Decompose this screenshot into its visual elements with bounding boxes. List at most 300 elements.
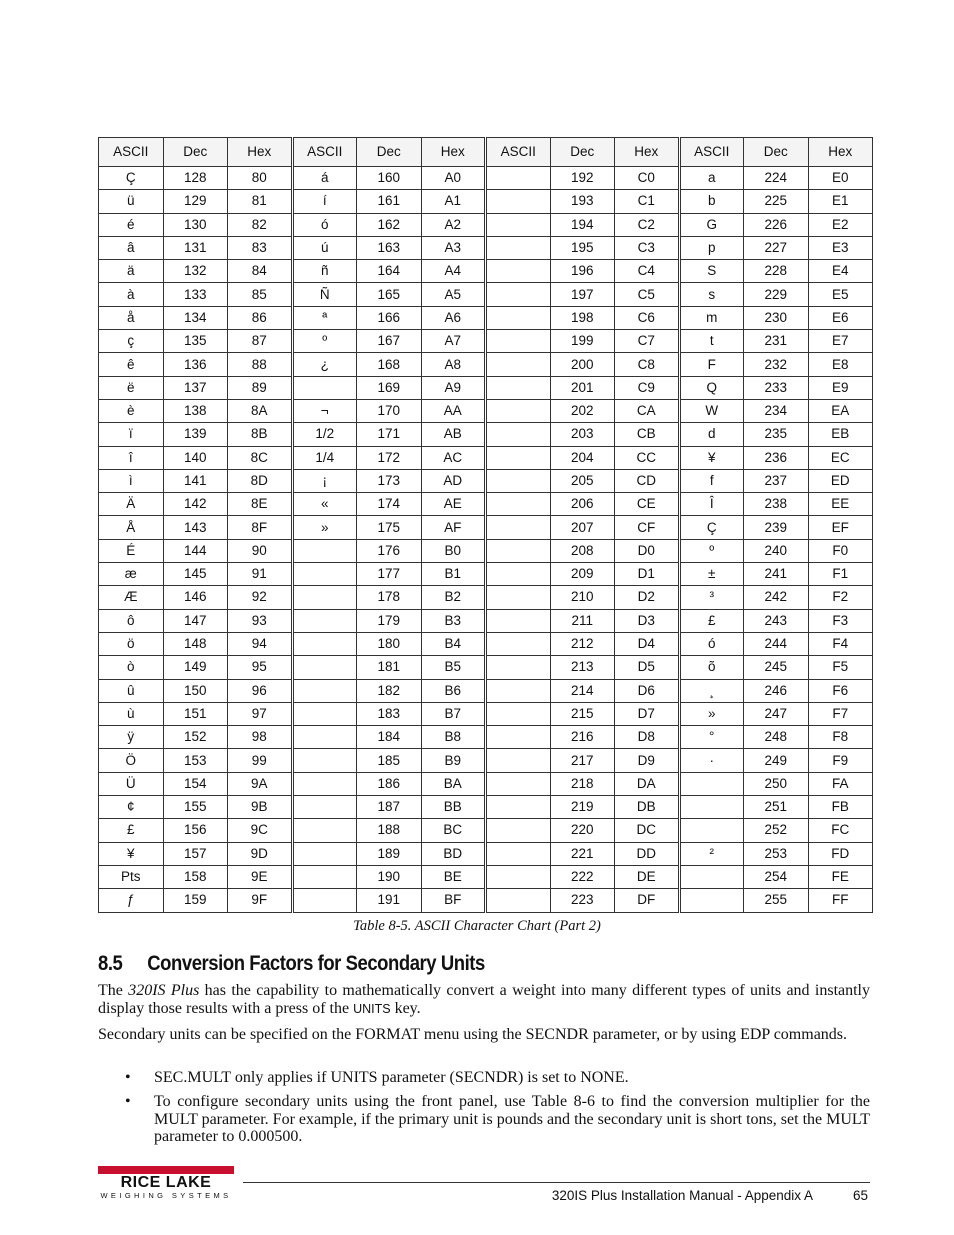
table-cell: 83 xyxy=(228,236,293,259)
table-cell: 9F xyxy=(228,889,293,912)
table-cell xyxy=(292,563,357,586)
table-cell: 198 xyxy=(550,306,615,329)
table-row xyxy=(99,679,873,702)
table-cell: Ü xyxy=(99,772,164,795)
table-cell: ù xyxy=(99,702,164,725)
table-cell: » xyxy=(679,702,744,725)
table-cell: t xyxy=(679,330,744,353)
table-cell: 9B xyxy=(228,796,293,819)
table-cell: C7 xyxy=(615,330,680,353)
table-cell xyxy=(292,586,357,609)
table-cell: D0 xyxy=(615,539,680,562)
table-cell: 213 xyxy=(550,656,615,679)
table-cell: 8B xyxy=(228,423,293,446)
table-cell: CF xyxy=(615,516,680,539)
table-cell: 190 xyxy=(357,865,422,888)
table-cell: p xyxy=(679,236,744,259)
table-cell: F9 xyxy=(808,749,873,772)
table-cell: 143 xyxy=(163,516,228,539)
table-cell: 135 xyxy=(163,330,228,353)
table-cell xyxy=(292,609,357,632)
table-cell: 207 xyxy=(550,516,615,539)
table-cell: B1 xyxy=(421,563,486,586)
table-cell xyxy=(486,376,551,399)
table-cell: 234 xyxy=(744,399,809,422)
table-cell: E9 xyxy=(808,376,873,399)
table-cell: 185 xyxy=(357,749,422,772)
column-header: Hex xyxy=(228,138,293,167)
table-cell: EE xyxy=(808,493,873,516)
table-cell: B5 xyxy=(421,656,486,679)
table-cell: 129 xyxy=(163,190,228,213)
table-cell: 222 xyxy=(550,865,615,888)
table-cell: 227 xyxy=(744,236,809,259)
table-cell: 229 xyxy=(744,283,809,306)
table-cell xyxy=(292,679,357,702)
table-cell: D4 xyxy=(615,632,680,655)
table-row xyxy=(99,586,873,609)
table-cell: 153 xyxy=(163,749,228,772)
table-row xyxy=(99,796,873,819)
table-cell xyxy=(679,865,744,888)
table-cell xyxy=(486,236,551,259)
table-cell: 9C xyxy=(228,819,293,842)
table-cell: m xyxy=(679,306,744,329)
table-cell: 193 xyxy=(550,190,615,213)
table-cell: ä xyxy=(99,260,164,283)
table-cell: DF xyxy=(615,889,680,912)
table-cell: 96 xyxy=(228,679,293,702)
table-cell: Æ xyxy=(99,586,164,609)
table-cell: ³ xyxy=(679,586,744,609)
table-cell: è xyxy=(99,399,164,422)
table-cell xyxy=(486,726,551,749)
table-cell: 187 xyxy=(357,796,422,819)
table-cell: 248 xyxy=(744,726,809,749)
table-cell: 191 xyxy=(357,889,422,912)
table-cell: 134 xyxy=(163,306,228,329)
table-cell: E1 xyxy=(808,190,873,213)
table-cell: 132 xyxy=(163,260,228,283)
table-cell: á xyxy=(292,167,357,190)
table-cell: W xyxy=(679,399,744,422)
table-cell: 165 xyxy=(357,283,422,306)
table-cell: D2 xyxy=(615,586,680,609)
table-cell: £ xyxy=(679,609,744,632)
table-cell: 144 xyxy=(163,539,228,562)
table-cell xyxy=(486,423,551,446)
table-row xyxy=(99,516,873,539)
table-cell: 232 xyxy=(744,353,809,376)
bullet-item xyxy=(125,1069,870,1087)
table-cell: 177 xyxy=(357,563,422,586)
table-cell: 175 xyxy=(357,516,422,539)
column-header: ASCII xyxy=(292,138,357,167)
table-cell: 159 xyxy=(163,889,228,912)
table-cell: a xyxy=(679,167,744,190)
table-cell: 158 xyxy=(163,865,228,888)
table-cell: C4 xyxy=(615,260,680,283)
table-cell xyxy=(292,539,357,562)
table-cell: 148 xyxy=(163,632,228,655)
table-cell: f xyxy=(679,469,744,492)
table-cell: E5 xyxy=(808,283,873,306)
table-cell: 154 xyxy=(163,772,228,795)
table-cell: ¥ xyxy=(99,842,164,865)
table-cell: F4 xyxy=(808,632,873,655)
table-cell: 218 xyxy=(550,772,615,795)
table-cell: 130 xyxy=(163,213,228,236)
table-cell xyxy=(292,632,357,655)
table-cell xyxy=(486,260,551,283)
table-cell: 233 xyxy=(744,376,809,399)
table-cell: C1 xyxy=(615,190,680,213)
table-cell: 255 xyxy=(744,889,809,912)
table-cell xyxy=(486,609,551,632)
table-cell: 8E xyxy=(228,493,293,516)
table-cell: 99 xyxy=(228,749,293,772)
table-cell: º xyxy=(292,330,357,353)
table-cell: F8 xyxy=(808,726,873,749)
table-row xyxy=(99,423,873,446)
table-cell: 169 xyxy=(357,376,422,399)
table-cell: 162 xyxy=(357,213,422,236)
table-cell: 8D xyxy=(228,469,293,492)
table-cell xyxy=(486,842,551,865)
table-cell: ò xyxy=(99,656,164,679)
table-body xyxy=(99,167,873,913)
column-header: Dec xyxy=(357,138,422,167)
table-cell: 231 xyxy=(744,330,809,353)
table-cell: õ xyxy=(679,656,744,679)
table-cell: 98 xyxy=(228,726,293,749)
table-cell xyxy=(292,749,357,772)
table-cell: ¡ xyxy=(292,469,357,492)
table-cell: · xyxy=(679,749,744,772)
table-row xyxy=(99,469,873,492)
table-row xyxy=(99,842,873,865)
table-cell: A3 xyxy=(421,236,486,259)
table-cell: 240 xyxy=(744,539,809,562)
table-row xyxy=(99,656,873,679)
table-cell: 164 xyxy=(357,260,422,283)
table-cell xyxy=(486,656,551,679)
table-cell: CC xyxy=(615,446,680,469)
table-cell: EA xyxy=(808,399,873,422)
table-cell xyxy=(486,679,551,702)
table-cell: DA xyxy=(615,772,680,795)
table-cell: A4 xyxy=(421,260,486,283)
table-cell: 253 xyxy=(744,842,809,865)
table-cell xyxy=(486,306,551,329)
table-cell: 225 xyxy=(744,190,809,213)
table-cell: 183 xyxy=(357,702,422,725)
table-cell: 236 xyxy=(744,446,809,469)
table-cell: 1/4 xyxy=(292,446,357,469)
table-header-row xyxy=(99,138,873,167)
table-cell xyxy=(292,865,357,888)
logo-wordmark: RICE LAKE xyxy=(120,1174,212,1191)
table-cell: £ xyxy=(99,819,164,842)
table-cell: C6 xyxy=(615,306,680,329)
table-row xyxy=(99,213,873,236)
table-cell: 131 xyxy=(163,236,228,259)
column-header: Hex xyxy=(808,138,873,167)
table-cell: 84 xyxy=(228,260,293,283)
table-cell xyxy=(292,889,357,912)
table-cell: 86 xyxy=(228,306,293,329)
table-cell: ° xyxy=(679,726,744,749)
table-cell: Q xyxy=(679,376,744,399)
table-cell: 139 xyxy=(163,423,228,446)
table-cell: EC xyxy=(808,446,873,469)
table-cell: 252 xyxy=(744,819,809,842)
table-cell: A7 xyxy=(421,330,486,353)
table-cell xyxy=(679,796,744,819)
table-cell xyxy=(292,819,357,842)
table-cell xyxy=(486,796,551,819)
table-cell: ¿ xyxy=(292,353,357,376)
table-cell: ¥ xyxy=(679,446,744,469)
table-cell: 243 xyxy=(744,609,809,632)
table-cell: 219 xyxy=(550,796,615,819)
table-cell: C0 xyxy=(615,167,680,190)
table-cell: 9A xyxy=(228,772,293,795)
table-cell xyxy=(292,656,357,679)
table-cell: ED xyxy=(808,469,873,492)
table-cell: 171 xyxy=(357,423,422,446)
table-cell: 173 xyxy=(357,469,422,492)
table-cell: Å xyxy=(99,516,164,539)
table-cell: 249 xyxy=(744,749,809,772)
bullet-item xyxy=(125,1093,870,1146)
table-cell: 137 xyxy=(163,376,228,399)
column-header: Dec xyxy=(163,138,228,167)
table-cell xyxy=(292,772,357,795)
table-cell: DE xyxy=(615,865,680,888)
table-row xyxy=(99,190,873,213)
intro-paragraph xyxy=(98,982,870,1018)
table-cell xyxy=(292,796,357,819)
column-header: ASCII xyxy=(679,138,744,167)
table-cell: FB xyxy=(808,796,873,819)
table-cell xyxy=(486,749,551,772)
table-cell: E7 xyxy=(808,330,873,353)
table-cell xyxy=(486,632,551,655)
table-cell: 237 xyxy=(744,469,809,492)
table-cell: B3 xyxy=(421,609,486,632)
table-row xyxy=(99,399,873,422)
table-cell xyxy=(486,516,551,539)
table-cell: 215 xyxy=(550,702,615,725)
bullet-marker: • xyxy=(125,1069,131,1086)
table-cell: 196 xyxy=(550,260,615,283)
table-cell: 178 xyxy=(357,586,422,609)
table-cell: 147 xyxy=(163,609,228,632)
table-cell: C5 xyxy=(615,283,680,306)
table-cell: 88 xyxy=(228,353,293,376)
table-cell: 149 xyxy=(163,656,228,679)
table-cell: 155 xyxy=(163,796,228,819)
table-cell: ƒ xyxy=(99,889,164,912)
page-number: 65 xyxy=(852,1188,868,1203)
table-cell: ü xyxy=(99,190,164,213)
table-cell: 212 xyxy=(550,632,615,655)
table-cell: É xyxy=(99,539,164,562)
table-cell: 142 xyxy=(163,493,228,516)
table-cell: ó xyxy=(679,632,744,655)
table-cell: ô xyxy=(99,609,164,632)
table-cell: 90 xyxy=(228,539,293,562)
table-cell: D1 xyxy=(615,563,680,586)
ascii-character-table xyxy=(98,137,873,913)
table-cell: E3 xyxy=(808,236,873,259)
table-row xyxy=(99,609,873,632)
table-cell xyxy=(486,702,551,725)
table-cell: Î xyxy=(679,493,744,516)
table-row xyxy=(99,819,873,842)
table-cell: 239 xyxy=(744,516,809,539)
table-cell: A6 xyxy=(421,306,486,329)
table-cell: Pts xyxy=(99,865,164,888)
table-cell: 194 xyxy=(550,213,615,236)
table-cell: 94 xyxy=(228,632,293,655)
table-cell: 145 xyxy=(163,563,228,586)
table-cell xyxy=(486,586,551,609)
table-cell: 8A xyxy=(228,399,293,422)
table-cell: 166 xyxy=(357,306,422,329)
table-cell: 174 xyxy=(357,493,422,516)
table-caption: Table 8-5. ASCII Character Chart (Part 2) xyxy=(353,918,601,934)
table-cell: 197 xyxy=(550,283,615,306)
table-cell: 161 xyxy=(357,190,422,213)
table-cell: 9D xyxy=(228,842,293,865)
table-cell: Ö xyxy=(99,749,164,772)
table-cell: s xyxy=(679,283,744,306)
table-cell: à xyxy=(99,283,164,306)
table-cell: AD xyxy=(421,469,486,492)
table-cell: 156 xyxy=(163,819,228,842)
section-number: 8.5 xyxy=(98,952,123,975)
table-cell: BA xyxy=(421,772,486,795)
table-cell: D3 xyxy=(615,609,680,632)
table-cell: D9 xyxy=(615,749,680,772)
table-cell: 221 xyxy=(550,842,615,865)
column-header: ASCII xyxy=(486,138,551,167)
table-cell: AA xyxy=(421,399,486,422)
table-cell: CE xyxy=(615,493,680,516)
table-cell: 182 xyxy=(357,679,422,702)
table-cell: 138 xyxy=(163,399,228,422)
table-row xyxy=(99,330,873,353)
table-cell: 210 xyxy=(550,586,615,609)
table-cell xyxy=(486,399,551,422)
table-row xyxy=(99,446,873,469)
table-row xyxy=(99,865,873,888)
table-cell: 140 xyxy=(163,446,228,469)
product-name: 320IS Plus xyxy=(128,982,200,999)
table-cell xyxy=(486,283,551,306)
table-cell xyxy=(486,493,551,516)
table-cell: 163 xyxy=(357,236,422,259)
column-header: Hex xyxy=(615,138,680,167)
table-cell: B0 xyxy=(421,539,486,562)
table-cell xyxy=(486,469,551,492)
table-cell: 167 xyxy=(357,330,422,353)
bullet-text: To configure secondary units using the front panel, use Table 8-6 to find the conversion multiplier for the MULT parameter. For example, if the primary unit is pounds and the secondary unit is short tons, set the MULT parameter to 0.000500. xyxy=(154,1093,870,1145)
table-cell: DD xyxy=(615,842,680,865)
table-cell xyxy=(679,819,744,842)
table-cell: CB xyxy=(615,423,680,446)
table-cell: 195 xyxy=(550,236,615,259)
table-cell: B4 xyxy=(421,632,486,655)
table-cell: 146 xyxy=(163,586,228,609)
table-cell: A2 xyxy=(421,213,486,236)
table-cell: 199 xyxy=(550,330,615,353)
table-cell: F1 xyxy=(808,563,873,586)
table-cell xyxy=(679,772,744,795)
table-cell xyxy=(486,353,551,376)
table-cell: æ xyxy=(99,563,164,586)
table-cell: 85 xyxy=(228,283,293,306)
table-cell: FE xyxy=(808,865,873,888)
section-title: Conversion Factors for Secondary Units xyxy=(147,952,485,975)
table-cell: 181 xyxy=(357,656,422,679)
table-cell: F3 xyxy=(808,609,873,632)
table-cell: AE xyxy=(421,493,486,516)
table-row xyxy=(99,749,873,772)
table-cell: 9E xyxy=(228,865,293,888)
table-cell: 136 xyxy=(163,353,228,376)
table-cell: 189 xyxy=(357,842,422,865)
table-cell: d xyxy=(679,423,744,446)
table-cell: 8C xyxy=(228,446,293,469)
table-row xyxy=(99,236,873,259)
table-row xyxy=(99,493,873,516)
table-cell: 128 xyxy=(163,167,228,190)
table-cell: 217 xyxy=(550,749,615,772)
table-cell: 92 xyxy=(228,586,293,609)
table-cell: FA xyxy=(808,772,873,795)
table-cell: 91 xyxy=(228,563,293,586)
table-cell: B9 xyxy=(421,749,486,772)
table-cell: º xyxy=(679,539,744,562)
table-cell xyxy=(486,889,551,912)
table-cell: D5 xyxy=(615,656,680,679)
table-cell: E2 xyxy=(808,213,873,236)
table-cell: ë xyxy=(99,376,164,399)
footer-rule xyxy=(243,1182,870,1183)
table-cell: ï xyxy=(99,423,164,446)
table-row xyxy=(99,353,873,376)
table-cell: B2 xyxy=(421,586,486,609)
table-cell: F5 xyxy=(808,656,873,679)
table-cell: EF xyxy=(808,516,873,539)
table-cell: 204 xyxy=(550,446,615,469)
table-row xyxy=(99,283,873,306)
table-cell: FD xyxy=(808,842,873,865)
table-cell: AB xyxy=(421,423,486,446)
table-cell: B6 xyxy=(421,679,486,702)
table-cell: AF xyxy=(421,516,486,539)
table-cell: é xyxy=(99,213,164,236)
table-cell: G xyxy=(679,213,744,236)
table-cell: ² xyxy=(679,842,744,865)
table-cell xyxy=(486,446,551,469)
table-cell: 170 xyxy=(357,399,422,422)
table-cell: 203 xyxy=(550,423,615,446)
table-cell: 89 xyxy=(228,376,293,399)
